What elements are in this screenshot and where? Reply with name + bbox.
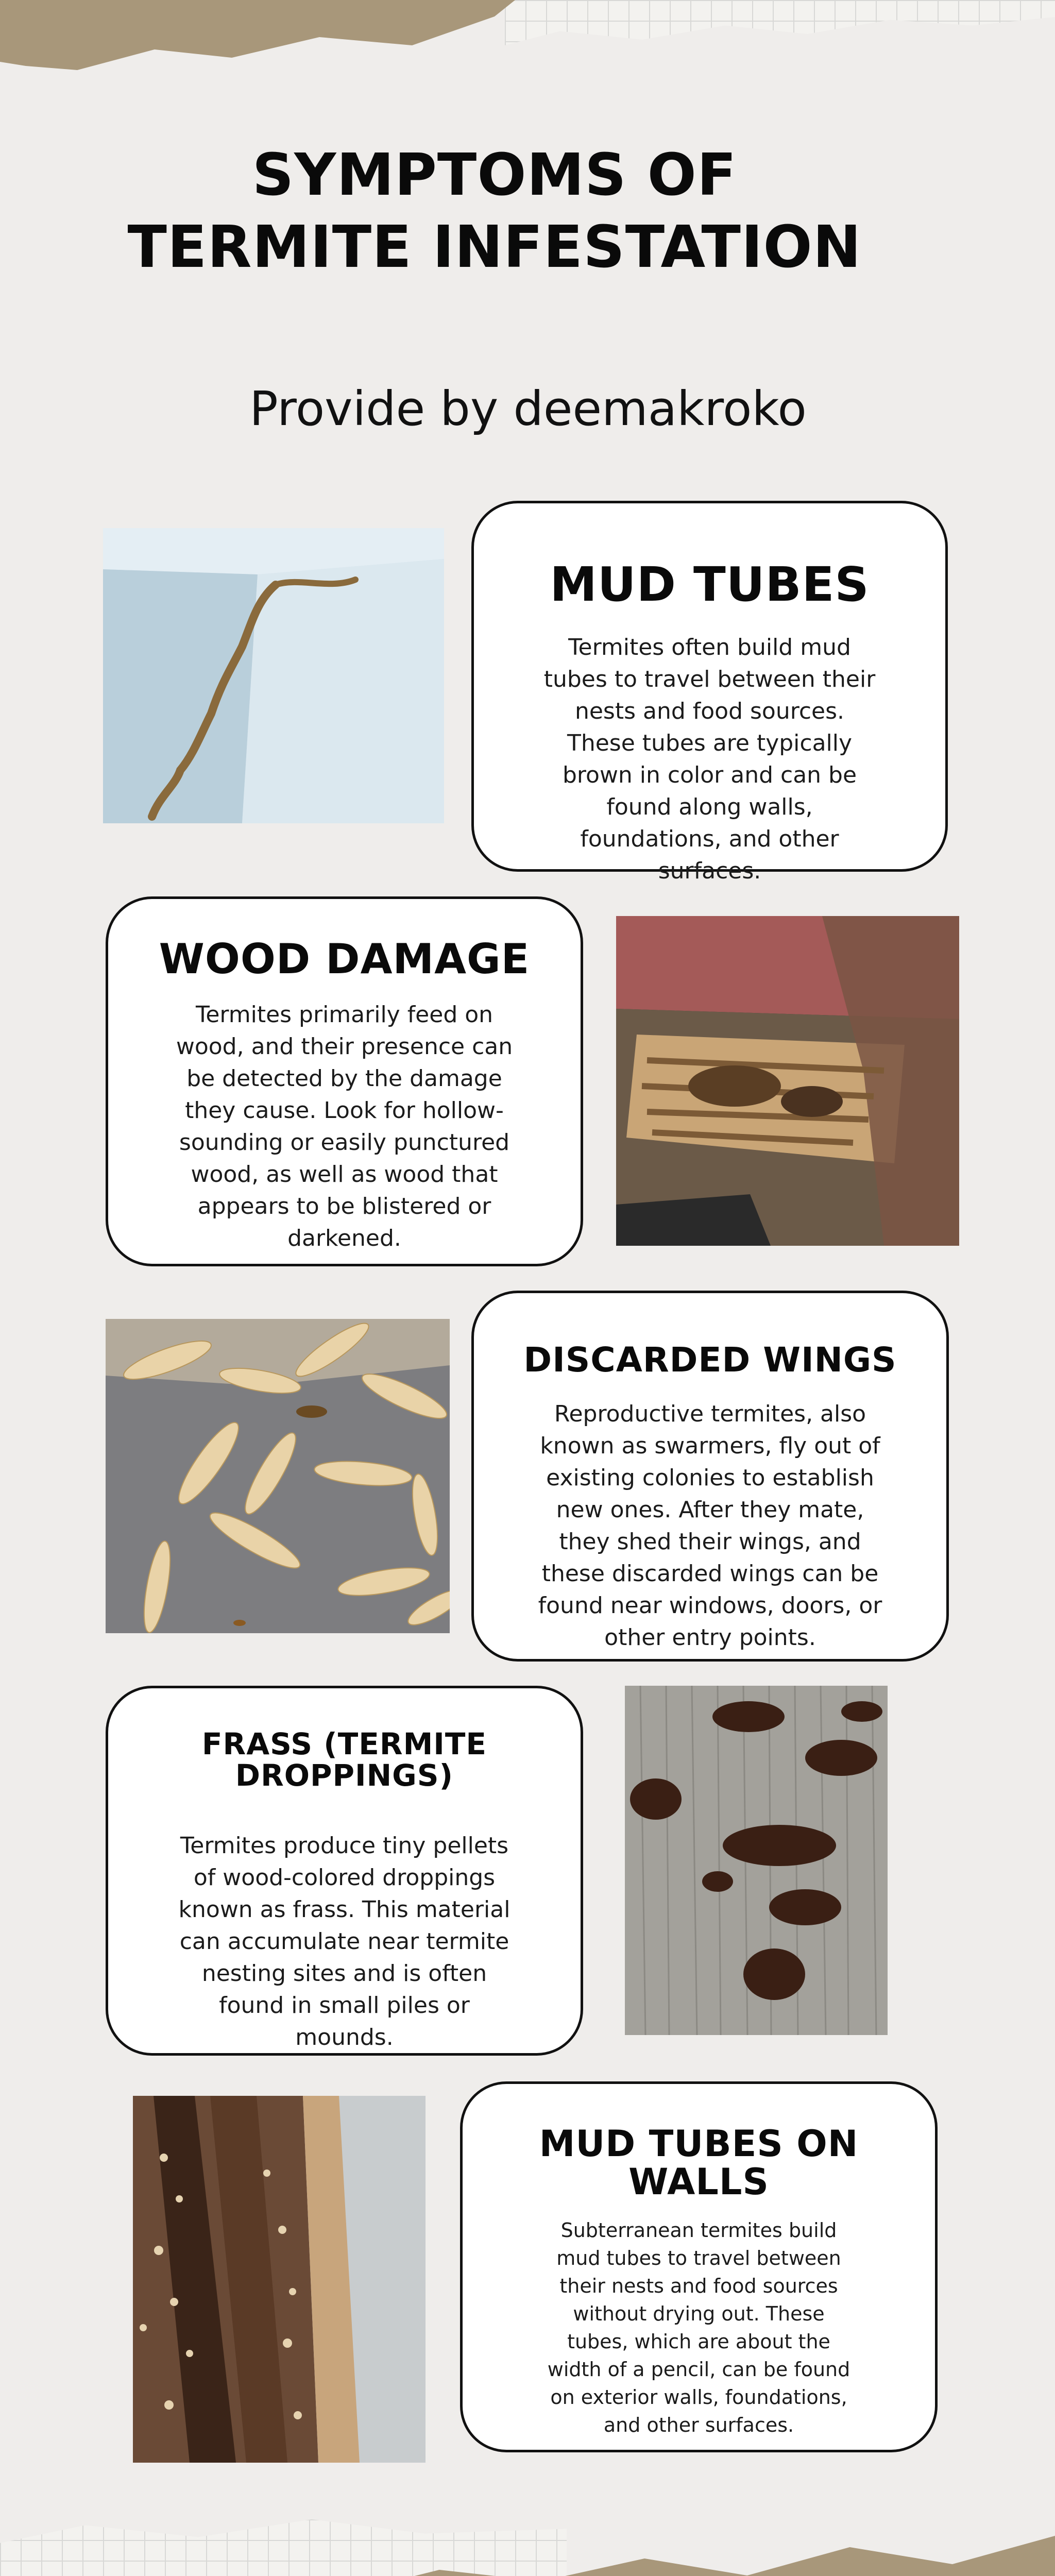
wood-damage-card: [106, 896, 583, 1266]
frass-text: Termites produce tiny pellets of wood-colored droppings known as frass. This material can accumulate near termite nesting sites and is often found in small piles or mounds.: [178, 1832, 511, 2050]
wood-damage-text: Termites primarily feed on wood, and their presence can be detected by the damage they cause. Look for hollow-sounding or easily punctured wood, as well as wood that appears to be blistered or darkened.: [176, 1002, 513, 1251]
mud-tubes-on-walls-title: MUD TUBES ON WALLS: [539, 2123, 859, 2203]
page-title: SYMPTOMS OF TERMITE INFESTATION: [127, 142, 862, 281]
page-subtitle: Provide by deemakroko: [249, 381, 807, 436]
frass-card: [106, 1686, 583, 2056]
discarded-wings-title: DISCARDED WINGS: [523, 1340, 897, 1380]
discarded-wings-text: Reproductive termites, also known as swarmers, fly out of existing colonies to establish new ones. After they mate, they shed their wings, and these discarded wings can be found near windows, doors, or other entry points.: [538, 1401, 882, 1651]
frass-title: FRASS (TERMITE DROPPINGS): [201, 1726, 487, 1793]
mud-tubes-on-walls-card: [460, 2081, 938, 2452]
discarded-wings-on-floor-photo: [106, 1319, 450, 1633]
top-kraft-paper-strip: [0, 0, 515, 82]
termite-galleries-in-wood-photo: [133, 2096, 426, 2463]
top-grid-paper-strip: [505, 0, 1055, 57]
damaged-wood-beam-photo: [616, 916, 959, 1246]
mud-tubes-on-walls-text: Subterranean termites build mud tubes to travel between their nests and food sources without drying out. These tubes, which are about the width of a pencil, can be found on exterior walls, foundations, and other surfaces.: [547, 2219, 850, 2436]
mud-tubes-title: MUD TUBES: [550, 557, 870, 612]
mud-tubes-card: [471, 501, 948, 884]
bottom-grid-paper-strip: [0, 2519, 567, 2576]
frass-pellets-on-wood-photo: [625, 1686, 888, 2035]
mud-tube-on-wall-corner-photo: [103, 528, 444, 823]
discarded-wings-card: [471, 1291, 949, 1662]
wood-damage-title: WOOD DAMAGE: [159, 935, 530, 983]
mud-tubes-text: Termites often build mud tubes to travel between their nests and food sources. These tubes are typically brown in color and can be found along walls, foundations, and other surfaces.: [543, 634, 876, 884]
